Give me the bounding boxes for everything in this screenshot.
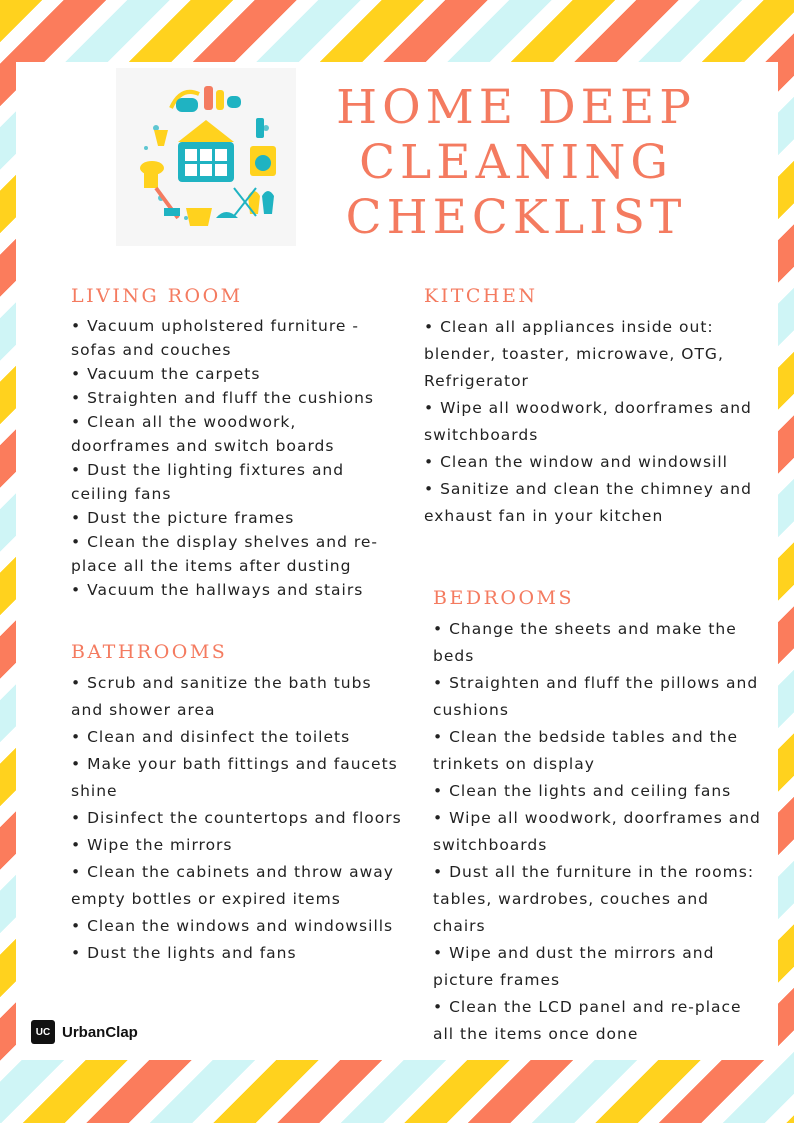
bathrooms-section — [71, 640, 406, 967]
list-item: • Vacuum the carpets — [71, 362, 391, 386]
list-item: • Wipe all woodwork, doorframes and switchboards — [424, 395, 754, 449]
brand-badge-icon: UC — [31, 1020, 55, 1044]
cleaning-supplies-illustration — [116, 68, 296, 246]
list-item: • Dust the picture frames — [71, 506, 391, 530]
living-room-section — [71, 284, 391, 602]
list-item: • Straighten and fluff the pillows and cushions — [433, 670, 763, 724]
bathrooms-list — [71, 670, 406, 967]
cleaning-illustration-icon — [116, 68, 296, 246]
list-item: • Sanitize and clean the chimney and exhaust fan in your kitchen — [424, 476, 754, 530]
list-item: • Clean all appliances inside out: blender, toaster, microwave, OTG, Refrigerator — [424, 314, 754, 395]
list-item: • Wipe all woodwork, doorframes and switchboards — [433, 805, 763, 859]
list-item: • Disinfect the countertops and floors — [71, 805, 406, 832]
kitchen-list — [424, 314, 754, 530]
bedrooms-section — [433, 586, 763, 1048]
page-title — [316, 80, 716, 245]
living-room-heading: LIVING ROOM — [71, 285, 243, 307]
list-item: • Clean the cabinets and throw away empty bottles or expired items — [71, 859, 406, 913]
list-item: • Clean the bedside tables and the trinkets on display — [433, 724, 763, 778]
list-item: • Make your bath fittings and faucets shine — [71, 751, 406, 805]
list-item: • Clean all the woodwork, doorframes and switch boards — [71, 410, 391, 458]
kitchen-section — [424, 284, 754, 530]
list-item: • Scrub and sanitize the bath tubs and shower area — [71, 670, 406, 724]
title-line-3: CHECKLIST — [345, 190, 687, 245]
checklist-page — [16, 62, 778, 1060]
list-item: • Clean the display shelves and re-place all the items after dusting — [71, 530, 391, 578]
brand-logo — [31, 1020, 138, 1044]
list-item: • Vacuum upholstered furniture - sofas and couches — [71, 314, 391, 362]
title-line-1: HOME DEEP — [336, 80, 696, 135]
list-item: • Clean the lights and ceiling fans — [433, 778, 763, 805]
kitchen-heading: KITCHEN — [424, 285, 538, 307]
bedrooms-heading: BEDROOMS — [433, 587, 574, 609]
list-item: • Wipe the mirrors — [71, 832, 406, 859]
list-item: • Dust the lights and fans — [71, 940, 406, 967]
brand-name: UrbanClap — [62, 1023, 138, 1041]
list-item: • Dust the lighting fixtures and ceiling fans — [71, 458, 391, 506]
list-item: • Wipe and dust the mirrors and picture frames — [433, 940, 763, 994]
list-item: • Vacuum the hallways and stairs — [71, 578, 391, 602]
list-item: • Change the sheets and make the beds — [433, 616, 763, 670]
list-item: • Clean and disinfect the toilets — [71, 724, 406, 751]
list-item: • Straighten and fluff the cushions — [71, 386, 391, 410]
list-item: • Dust all the furniture in the rooms: tables, wardrobes, couches and chairs — [433, 859, 763, 940]
list-item: • Clean the window and windowsill — [424, 449, 754, 476]
list-item: • Clean the windows and windowsills — [71, 913, 406, 940]
bedrooms-list — [433, 616, 763, 1048]
title-line-2: CLEANING — [359, 135, 673, 190]
bathrooms-heading: BATHROOMS — [71, 641, 228, 663]
living-room-list — [71, 314, 391, 602]
list-item: • Clean the LCD panel and re-place all the items once done — [433, 994, 763, 1048]
